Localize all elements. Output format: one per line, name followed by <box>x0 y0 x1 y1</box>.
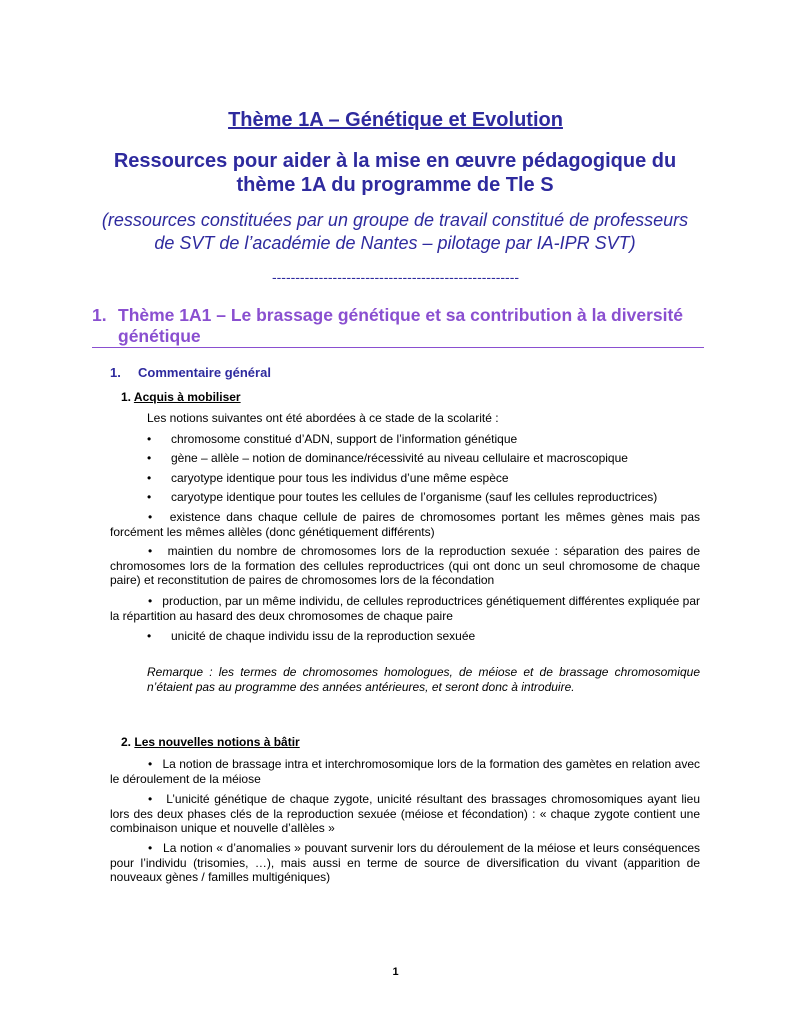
list-item: • caryotype identique pour toutes les cellules de l’organisme (sauf les cellules reproductrices) <box>147 490 658 504</box>
separator-line: ----------------------------------------------------- <box>271 269 520 285</box>
subsection-title: Commentaire général <box>138 365 271 380</box>
bullet-dot-icon: • <box>147 432 152 446</box>
bullet-dot-icon: • <box>147 471 152 485</box>
list-item: • chromosome constitué d’ADN, support de l’information génétique <box>147 432 518 446</box>
list-item: • unicité de chaque individu issu de la reproduction sexuée <box>147 629 476 643</box>
subsection-number: 1. <box>110 365 121 380</box>
document-title: Thème 1A – Génétique et Evolution <box>228 109 563 131</box>
acquis-intro: Les notions suivantes ont été abordées à ce stade de la scolarité : <box>147 411 499 425</box>
list-item: • production, par un même individu, de cellules reproductrices génétiquement différentes expliquée par la répartition au hasard des deux chromosomes de chaque paire <box>110 594 700 623</box>
bullet-dot-icon: • <box>148 841 164 855</box>
nouvelles-title: Les nouvelles notions à bâtir <box>134 735 300 749</box>
section-number: 1. <box>92 305 107 325</box>
acquis-title: Acquis à mobiliser <box>133 390 241 404</box>
bullet-dot-icon: • <box>147 451 152 465</box>
list-item: • existence dans chaque cellule de paires de chromosomes portant les mêmes gènes mais pas forcément les mêmes allèles (donc génétiquement différents) <box>110 510 701 539</box>
list-item: • La notion de brassage intra et interchromosomique lors de la formation des gamètes en relation avec le déroulement de la méiose <box>110 757 700 786</box>
section-divider <box>92 347 704 348</box>
list-item: • L’unicité génétique de chaque zygote, unicité résultant des brassages chromosomiques ayant lieu lors des deux phases clés de la reproduction sexuée (méiose et fécondation) : « chaque zygote contient une combinaison unique et nouvelle d’allèles » <box>110 792 700 835</box>
section-title: Thème 1A1 – Le brassage génétique et sa contribution à la diversité génétique <box>118 305 684 346</box>
nouvelles-heading <box>121 735 300 749</box>
bullet-dot-icon: • <box>147 629 152 643</box>
bullet-dot-icon: • <box>148 544 168 558</box>
list-item: • caryotype identique pour tous les individus d’une même espèce <box>147 471 509 485</box>
bullet-dot-icon: • <box>148 792 167 806</box>
acquis-heading <box>121 390 241 404</box>
document-subtitle: Ressources pour aider à la mise en œuvre pédagogique du thème 1A du programme de Tle S <box>113 150 677 196</box>
nouvelles-number: 2. <box>121 735 132 749</box>
list-item: • La notion « d’anomalies » pouvant survenir lors du déroulement de la méiose et leurs conséquences pour l’individu (trisomies, …), mais aussi en terme de source de diversification du vivant (apparition de nouveaux gènes / familles multigéniques) <box>110 841 701 884</box>
acquis-number: 1. <box>121 390 132 404</box>
bullet-dot-icon: • <box>148 510 170 524</box>
remark-note: Remarque : les termes de chromosomes homologues, de méiose et de brassage chromosomique n’étaient pas au programme des années antérieures, et seront donc à introduire. <box>147 665 700 694</box>
list-item: • gène – allèle – notion de dominance/récessivité au niveau cellulaire et macroscopique <box>147 451 628 465</box>
list-item: • maintien du nombre de chromosomes lors de la reproduction sexuée : séparation des paires de chromosomes lors de la formation des cellules reproductrices (qui ont donc un seul chromosome de chaque paire) et reconstitution de paires de chromosomes lors de la fécondation <box>110 544 701 587</box>
section-heading <box>92 305 704 347</box>
bullet-dot-icon: • <box>148 757 163 771</box>
bullet-dot-icon: • <box>147 490 152 504</box>
bullet-dot-icon: • <box>148 594 163 608</box>
page-number: 1 <box>392 966 399 978</box>
subsection-heading <box>110 365 271 380</box>
document-credits: (ressources constituées par un groupe de travail constitué de professeurs de SVT de l’académie de Nantes – pilotage par IA-IPR SVT) <box>101 210 689 253</box>
